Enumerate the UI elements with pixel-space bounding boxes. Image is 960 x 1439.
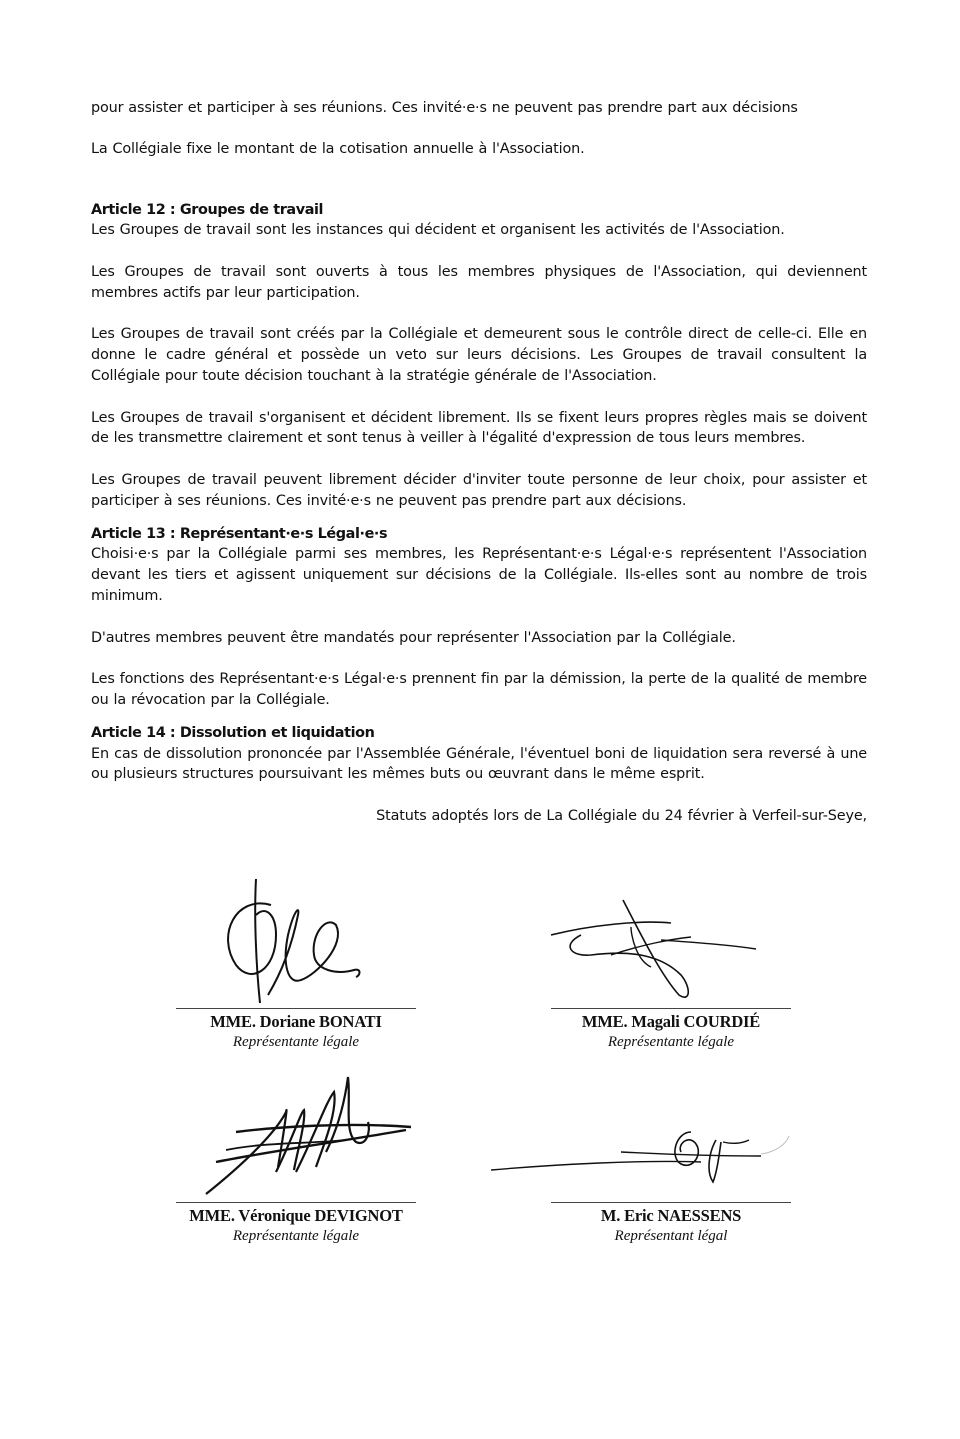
intro-line-2: La Collégiale fixe le montant de la cotisation annuelle à l'Association. — [91, 140, 585, 157]
signatory-role: Représentant légal — [614, 1228, 728, 1244]
signature-line — [176, 1008, 416, 1009]
article-12-paragraph: Les Groupes de travail peuvent librement décider d'inviter toute personne de leur choix, pour assister et participer à ses réunions. Ces invité·e·s ne peuvent pas prendre part aux décisions. — [91, 471, 867, 509]
signatory-name: MME. Véronique DEVIGNOT — [189, 1206, 403, 1225]
handwritten-signature — [176, 1072, 416, 1202]
handwritten-signature — [491, 1072, 791, 1202]
article-14 — [91, 723, 867, 785]
article-12-title: Article 12 : Groupes de travail — [91, 201, 324, 218]
handwritten-signature — [176, 875, 416, 1010]
signatory-role: Représentante légale — [232, 1228, 360, 1244]
article-13-title: Article 13 : Représentant·e·s Légal·e·s — [91, 525, 388, 542]
intro-line-1: pour assister et participer à ses réunions. Ces invité·e·s ne peuvent pas prendre part aux décisions — [91, 100, 798, 116]
article-12-paragraph: Les Groupes de travail s'organisent et décident librement. Ils se fixent leurs propres règles mais se doivent de les transmettre clairement et sont tenus à veiller à l'égalité d'expression de tous leurs membres. — [91, 409, 867, 447]
article-13-paragraph: D'autres membres peuvent être mandatés pour représenter l'Association par la Collégiale. — [91, 629, 736, 646]
signatory-role: Représentante légale — [607, 1034, 735, 1050]
handwritten-signature — [551, 875, 791, 1010]
signatory-name: M. Eric NAESSENS — [600, 1206, 742, 1225]
article-12-paragraph: Les Groupes de travail sont les instances qui décident et organisent les activités de l'Association. — [91, 222, 785, 239]
signature-line — [551, 1202, 791, 1203]
article-13-paragraph: Les fonctions des Représentant·e·s Légal·e·s prennent fin par la démission, la perte de la qualité de membre ou la révocation par la Collégiale. — [91, 671, 867, 708]
article-14-title: Article 14 : Dissolution et liquidation — [91, 724, 375, 741]
signature-line — [551, 1008, 791, 1009]
article-13 — [91, 524, 867, 711]
signature-line — [176, 1202, 416, 1203]
signatory-name: MME. Doriane BONATI — [210, 1012, 382, 1031]
adoption-statement: Statuts adoptés lors de La Collégiale du 24 février à Verfeil-sur-Seye, — [376, 807, 867, 824]
article-12-paragraph: Les Groupes de travail sont ouverts à tous les membres physiques de l'Association, qui deviennent membres actifs par leur participation. — [91, 263, 867, 301]
document-body — [91, 98, 867, 827]
signatory-name: MME. Magali COURDIÉ — [581, 1012, 761, 1031]
article-14-paragraph: En cas de dissolution prononcée par l'Assemblée Générale, l'éventuel boni de liquidation sera reversé à une ou plusieurs structures poursuivant les mêmes buts ou œuvrant dans le même esprit. — [91, 745, 867, 783]
signatory-role: Représentante légale — [232, 1034, 360, 1050]
article-12 — [91, 200, 867, 512]
article-13-paragraph: Choisi·e·s par la Collégiale parmi ses membres, les Représentant·e·s Légal·e·s représentent l'Association devant les tiers et agissent uniquement sur décisions de la Collégiale. Ils-elles sont au nombre de trois minimum. — [91, 546, 867, 604]
article-12-paragraph: Les Groupes de travail sont créés par la Collégiale et demeurent sous le contrôle direct de celle-ci. Elle en donne le cadre général et possède un veto sur leurs décisions. Les Groupes de travail consultent la Collégiale pour toute décision touchant à la stratégie générale de l'Association. — [91, 326, 867, 384]
